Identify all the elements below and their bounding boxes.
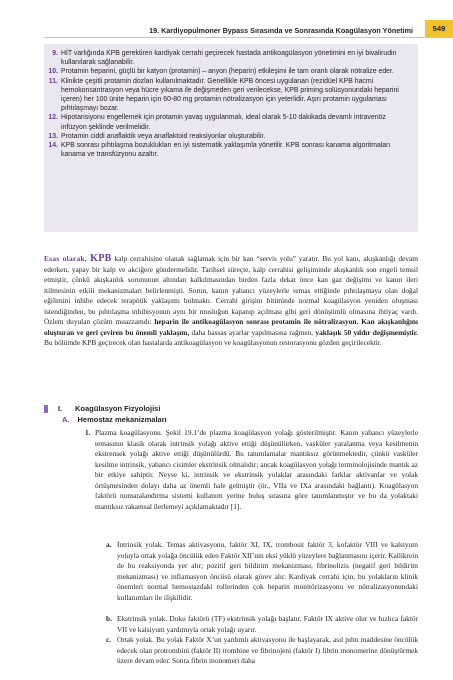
lettered-item xyxy=(106,540,418,603)
intro-text: Bu bölümde KPB geçirecek olan hastalarda antikoagülasyon ve koagülasyonun restorasyonu gözden geçirilecektir. xyxy=(44,338,382,348)
key-point-item xyxy=(44,141,412,159)
key-point-text: Protamin ciddi anaflaktik veya anaflaktoid reaksiyonlar oluşturabilir. xyxy=(61,132,266,140)
key-point-number: 13. xyxy=(48,132,58,140)
key-point-item xyxy=(44,67,412,76)
key-point-item xyxy=(44,113,412,131)
key-point-number: 10. xyxy=(48,68,58,76)
item-number: 1. xyxy=(85,428,91,437)
intro-paragraph xyxy=(44,254,418,349)
key-point-text: Hipotansiyonu engellemek için protamin yavaş uygulanmalı, ideal olarak 5-10 dakikada devamlı intravenöz infüzyon şeklinde verilmelidir. xyxy=(61,114,386,131)
key-point-text: HİT varlığında KPB gerektiren kardiyak cerrahi geçirecek hastada antikoagülasyon yönetimini en iyi bivalirudin kullanılarak sağlanabilir. xyxy=(61,50,397,67)
section-heading xyxy=(44,404,418,415)
section-number: I. xyxy=(58,404,63,413)
item-letter: b. xyxy=(106,614,112,623)
page-number: 549 xyxy=(425,20,453,37)
intro-bold-text: yaklaşık 50 yıldır değişmemiştir. xyxy=(315,327,418,337)
numbered-paragraph xyxy=(85,428,418,512)
intro-text: daha hassas ayarlar yapılmasına rağmen, xyxy=(189,327,316,337)
intro-bold-text: heparin ile antikoagülasyon sonrası protamin ile nötralizasyon. Kan akışkanlığını oluşturan ve geri çeviren bu önemli yaklaşım, xyxy=(44,317,418,337)
intro-lead-big: KPB xyxy=(90,253,112,264)
lettered-paragraph xyxy=(106,635,418,667)
lettered-paragraph xyxy=(106,540,418,603)
key-points-box xyxy=(44,44,418,232)
intro-section xyxy=(44,254,418,349)
key-point-text: Klinikte çeşitli protamin dozları kullanılmaktadır. Genellikle KPB öncesi uygulanan (rezidüel KPB hacmi hemokonsantrasyon veya hücre yıkama ile değişmeden geri verilecekse, KPB priming solüsyonundaki heparini içeren) her 100 ünite heparin için 60-80 mg protamin nötralizasyon için yeterlidir. Aşırı protamin uygulaması pıhtılaşmayı bozar. xyxy=(61,77,399,113)
key-point-number: 12. xyxy=(48,114,58,122)
page-header xyxy=(0,0,453,38)
key-point-number: 9. xyxy=(52,50,58,57)
running-header-title: 19. Kardiyopulmoner Bypass Sırasında ve Sonrasında Koagülasyon Yönetimi xyxy=(149,26,413,35)
item-text: Ekstrinsik yolak. Doku faktörü (TF) ekstrinsik yolağı başlatır. Faktör IX aktive olur ve hızlıca faktör VII ve kalsiyum yardımıyla ortak yolağı uyarır. xyxy=(117,614,418,634)
subsection-letter: A. xyxy=(62,415,70,424)
numbered-item xyxy=(85,428,418,512)
item-text: Plazma koagülasyonu. Şekil 19.1’de plazma koagülasyon yolağı gösterilmiştir. Kanın yabancı yüzeylerle temasının klasik olarak intrinsik yolağı aktive ettiği düşünülürken, vasküler yaralanma veya kesilmenin ekstrensek yolağı aktive ettiği düşünülürdü. Bu tanımlamalar mantıksız görünmektedir, çünkü vasküler kesilme intrinsik, yabancı cisimler ekstrinsik olmalıdır; ancak koagülasyon yolağı terminolojisinde mantık az bir etkiye sahiptir. Neyse ki, intrinsik ve ekstrinsik yolaklar arasındaki farklar aktivanlar ve yolak örtüşmesinden dolayı daha az önemli hale gelmiştir (ör., VIIa ve IXa arasındaki bağlantı). Koagülasyon faktörü numaralandırma sistemi kullanım yerine buluş sırasına göre tanımlanmıştır ve bu da yolaktaki mantıksız rakamsal ilerlemeyi açıklamaktadır [1]. xyxy=(95,428,418,511)
key-points-list xyxy=(44,44,418,159)
subsection-title: Hemostaz mekanizmaları xyxy=(77,415,167,424)
key-point-item xyxy=(44,77,412,114)
key-point-item xyxy=(44,49,412,67)
lettered-paragraph xyxy=(106,614,418,635)
intro-lead xyxy=(44,254,112,263)
item-letter: c. xyxy=(106,635,112,644)
key-point-text: KPB sonrası pıhtılaşma bozuklukları en iyi sistematik yaklaşımla yönetilir. KPB sonrası kanama algoritmaları kanama ve transfüzyonu azaltır. xyxy=(61,142,391,159)
key-point-number: 14. xyxy=(48,142,58,150)
key-point-text: Protamin heparini, güçlü bir katyon (protamin) – anyon (heparin) etkileşimi ile tam oranlı olarak nötralize eder. xyxy=(61,68,394,76)
section-marker xyxy=(44,405,48,413)
key-point-number: 11. xyxy=(48,77,58,85)
section-title: Koagülasyon Fizyolojisi xyxy=(75,404,161,413)
item-text: İntrinsik yolak. Temas aktivasyonu, faktör XI, IX, trombosit faktör 3, kofaktör VIII ve kalsiyum yoluyla ortak yolağa öncülük eden Faktör XII’nin eksi yüklü yüzeylere bağlanmasını içerir. Kallikrein de bu reaksiyonda yer alır; pozitif geri bildirim mekanizması, fibrinolizis (negatif geri bildirim mekanizması) ve inflamasyon öncüsü olarak görev alır. Kardiyak cerrahi için, bu yolakların klinik önemleri normal hemostazdaki rollerinden çok heparin monitörizasyonu ve nötralizasyonundaki kullanımları ile ilişkilidir. xyxy=(117,540,418,602)
header-divider xyxy=(44,37,453,38)
intro-lead-small: Esas olarak, xyxy=(44,254,91,263)
intro-text: kalp cerrahisine olanak sağlamak için bir kan “servis yolu” yaratır. Bu yol kanı, akışkanlığı devam ederken, yapay bir kalp ve akciğere göndermelidir. Tarihsel süreçte, kalp cerrahisi gelişiminde akışkanlık son engeli temsil etmiştir, çünkü akışkanlık sorununun altından kalkılmasından birden fazla dekat önce kan gaz değişimi ve kanın ileri itilmesinin etkili mekanizmaları belirlenmişti. Sorun, kanın yabancı yüzeylerle temas ettiğinde pıhtılaşmaya olan doğal eğilimini inhibe edecek terapötik yaklaşımı bulmaktı. Cerrahi girişim bitiminde normal koagülasyon yeniden oluşması istendiğinden, bu pıhtılaşma inhibisyonun aynı bir musluğun kapanıp açılması gibi geri dönüşümlü olmasına ihtiyaç vardı. Özlem duyulan çözüm muazzamdı: xyxy=(44,254,419,327)
subsection-heading xyxy=(62,415,392,426)
item-letter: a. xyxy=(106,540,112,549)
lettered-item xyxy=(106,614,418,635)
item-text: Ortak yolak. Bu yolak Faktör X’un yardımlı aktivasyonu ile başlayarak, asıl pıhtı maddesine öncülük edecek olan protrombini (faktör II) trombine ve fibrinojeni (faktör I) fibrin monomerine dönüştürmek üzere devam eder. Sonra fibrin monomeri daha xyxy=(117,635,418,666)
lettered-item xyxy=(106,635,418,667)
key-point-item xyxy=(44,132,412,141)
